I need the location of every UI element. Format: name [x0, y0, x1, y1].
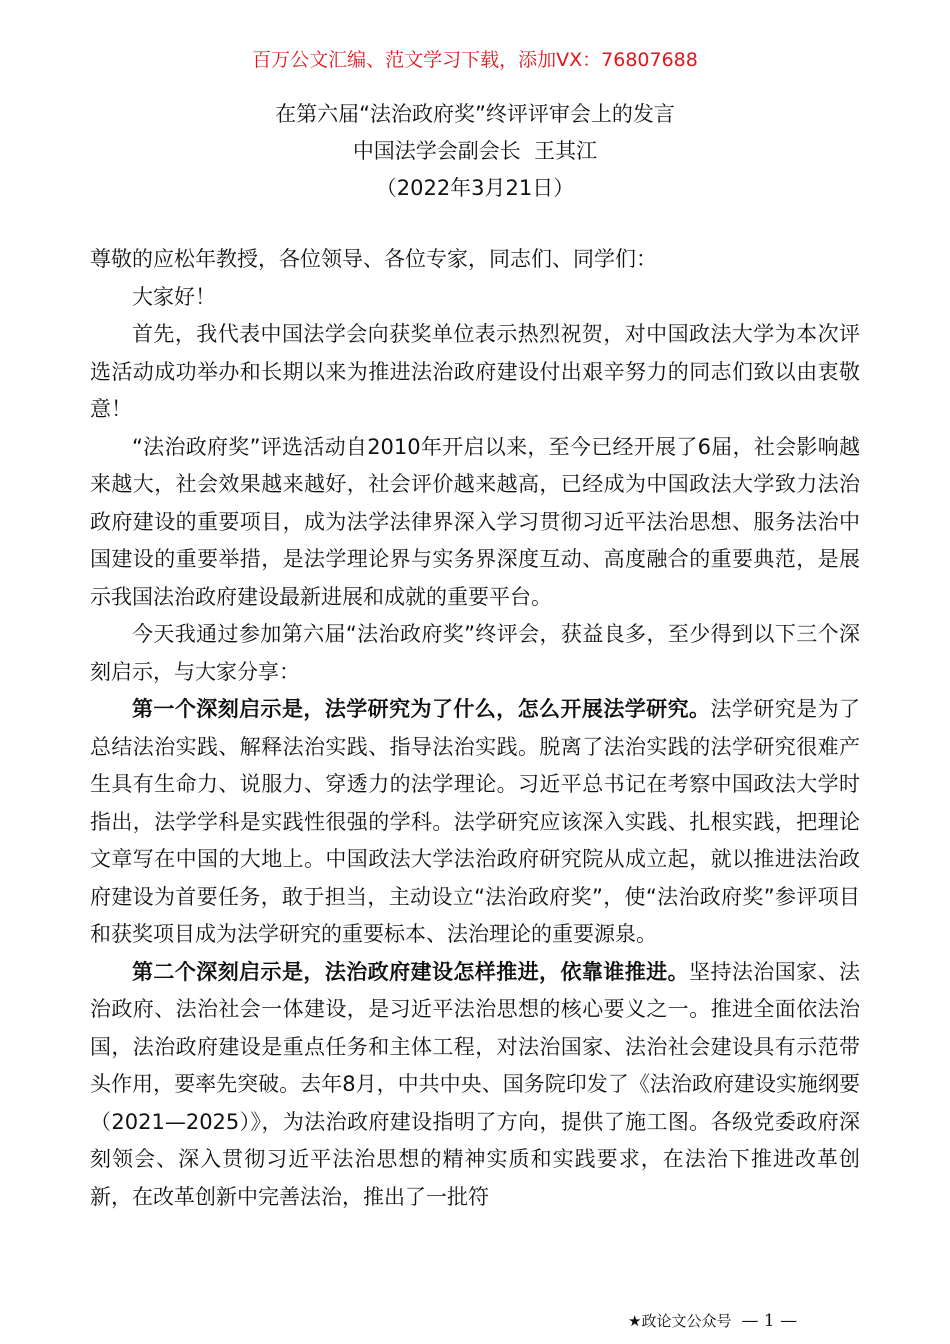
title-block — [0, 96, 950, 207]
page-number: — 1 — — [741, 1311, 798, 1331]
greeting: 大家好！ — [132, 284, 216, 309]
page-footer — [628, 1310, 797, 1332]
document-body — [90, 241, 860, 1216]
insight-one-heading: 第一个深刻启示是，法学研究为了什么，怎么开展法学研究。 — [132, 697, 711, 721]
salutation: 尊敬的应松年教授，各位领导、各位专家，同志们、同学们： — [90, 247, 657, 271]
footer-source: ★政论文公众号 — [628, 1312, 732, 1330]
paragraph-congratulations: 首先，我代表中国法学会向获奖单位表示热烈祝贺，对中国政法大学为本次评选活动成功举办和长期以来为推进法治政府建设付出艰辛努力的同志们致以由衷敬意！ — [90, 322, 860, 421]
paragraph-insight-one — [90, 691, 860, 954]
insight-two-text: 坚持法治国家、法治政府、法治社会一体建设，是习近平法治思想的核心要义之一。推进全面依法治国，法治政府建设是重点任务和主体工程，对法治国家、法治社会建设具有示范带头作用，要率先突破。去年8月，中共中央、国务院印发了《法治政府建设实施纲要（2021—2025）》，为法治政府建设指明了方向，提供了施工图。各级党委政府深刻领会、深入贯彻习近平法治思想的精神实质和实践要求，在法治下推进改革创新，在改革创新中完善法治，推出了一批符 — [90, 959, 861, 1209]
speech-title: 在第六届“法治政府奖”终评评审会上的发言 — [275, 102, 675, 126]
paragraph-insight-two — [90, 954, 860, 1217]
speaker-line: 中国法学会副会长 王其江 — [352, 139, 598, 163]
paragraph-three-insights: 今天我通过参加第六届“法治政府奖”终评会，获益良多，至少得到以下三个深刻启示，与大家分享： — [90, 622, 860, 684]
insight-two-heading: 第二个深刻启示是，法治政府建设怎样推进，依靠谁推进。 — [132, 959, 690, 984]
paragraph-award-history: “法治政府奖”评选活动自2010年开启以来，至今已经开展了6届，社会影响越来越大，社会效果越来越好，社会评价越来越高，已经成为中国政法大学致力法治政府建设的重要项目，成为法学法律界深入学习贯彻习近平法治思想、服务法治中国建设的重要举措，是法学理论界与实务界深度互动、高度融合的重要典范，是展示我国法治政府建设最新进展和成就的重要平台。 — [90, 434, 860, 609]
speech-date: （2022年3月21日） — [375, 176, 575, 200]
insight-one-text: 法学研究是为了总结法治实践、解释法治实践、指导法治实践。脱离了法治实践的法学研究很难产生具有生命力、说服力、穿透力的法学理论。习近平总书记在考察中国政法大学时指出，法学学科是实践性很强的学科。法学研究应该深入实践、扎根实践，把理论文章写在中国的大地上。中国政法大学法治政府研究院从成立起，就以推进法治政府建设为首要任务，敢于担当，主动设立“法治政府奖”，使“法治政府奖”参评项目和获奖项目成为法学研究的重要标本、法治理论的重要源泉。 — [90, 697, 860, 946]
promo-banner: 百万公文汇编、范文学习下载，添加VX：76807688 — [252, 49, 698, 71]
